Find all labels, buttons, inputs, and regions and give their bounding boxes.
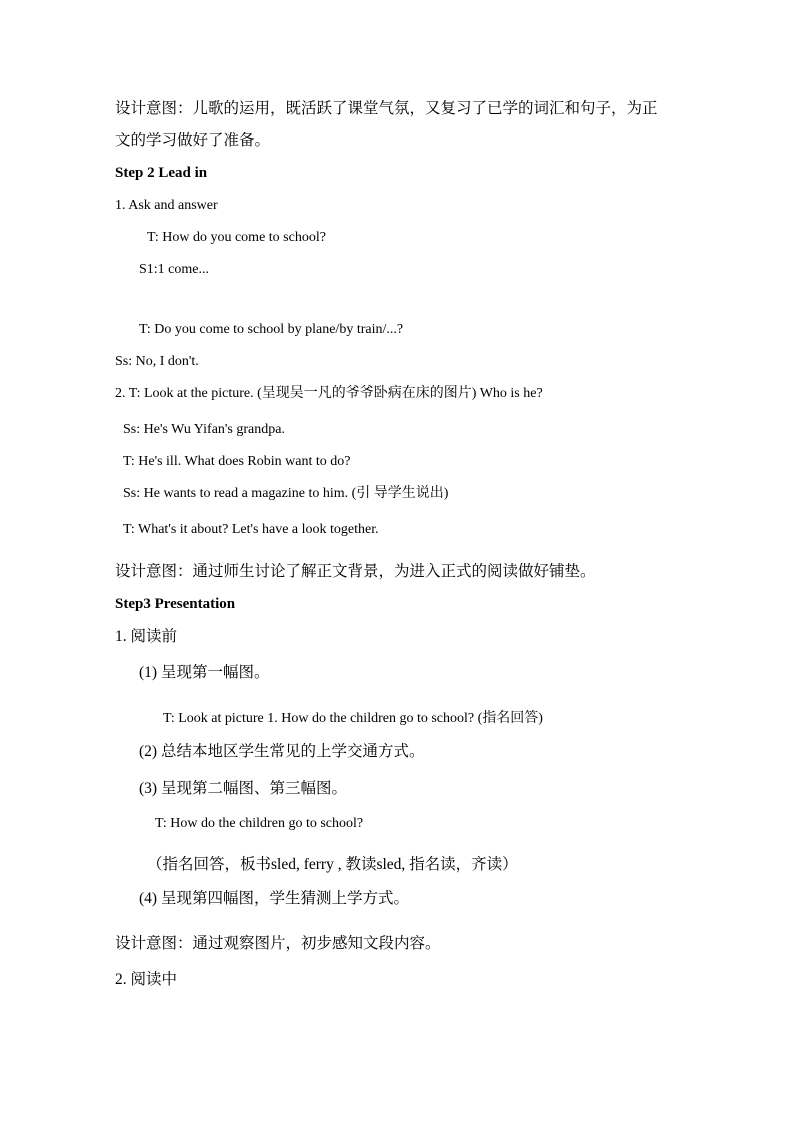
dialogue-t-1: T: How do you come to school?: [147, 230, 326, 245]
design-intent-1-line-1: 设计意图：儿歌的运用，既活跃了课堂气氛，又复习了已学的词汇和句子，为正: [115, 100, 658, 117]
heading-step3: Step3 Presentation: [115, 596, 236, 612]
item-2-look-picture: 2. T: Look at the picture. (呈现吴一凡的爷爷卧病在床的图片) Who is he?: [115, 386, 543, 401]
dialogue-ss-1: Ss: No, I don't.: [115, 354, 199, 369]
answer-note: （指名回答，板书sled, ferry , 教读sled, 指名读，齐读）: [147, 856, 518, 873]
dialogue-t-6: T: How do the children go to school?: [155, 816, 364, 831]
item-1-pre-reading: 1. 阅读前: [115, 628, 178, 645]
design-intent-2: 设计意图：通过师生讨论了解正文背景，为进入正式的阅读做好铺垫。: [115, 563, 596, 580]
item-1-ask-answer: 1. Ask and answer: [115, 198, 218, 213]
sub-item-1: (1) 呈现第一幅图。: [139, 664, 270, 681]
dialogue-ss-2: Ss: He's Wu Yifan's grandpa.: [123, 422, 285, 437]
dialogue-t-4: T: What's it about? Let's have a look together.: [123, 522, 379, 537]
dialogue-t-3: T: He's ill. What does Robin want to do?: [123, 454, 351, 469]
dialogue-s1: S1:1 come...: [139, 262, 209, 277]
sub-item-3: (3) 呈现第二幅图、第三幅图。: [139, 780, 347, 797]
design-intent-1-line-2: 文的学习做好了准备。: [115, 132, 271, 149]
design-intent-3: 设计意图：通过观察图片，初步感知文段内容。: [115, 935, 441, 952]
dialogue-ss-3: Ss: He wants to read a magazine to him. (引 导学生说出): [123, 486, 449, 501]
sub-item-4: (4) 呈现第四幅图，学生猜测上学方式。: [139, 890, 409, 907]
sub-item-2: (2) 总结本地区学生常见的上学交通方式。: [139, 743, 425, 760]
dialogue-t-2: T: Do you come to school by plane/by train/...?: [139, 322, 404, 337]
heading-step2: Step 2 Lead in: [115, 165, 208, 181]
dialogue-t-5: T: Look at picture 1. How do the children go to school? (指名回答): [163, 711, 543, 726]
item-2-while-reading: 2. 阅读中: [115, 971, 178, 988]
